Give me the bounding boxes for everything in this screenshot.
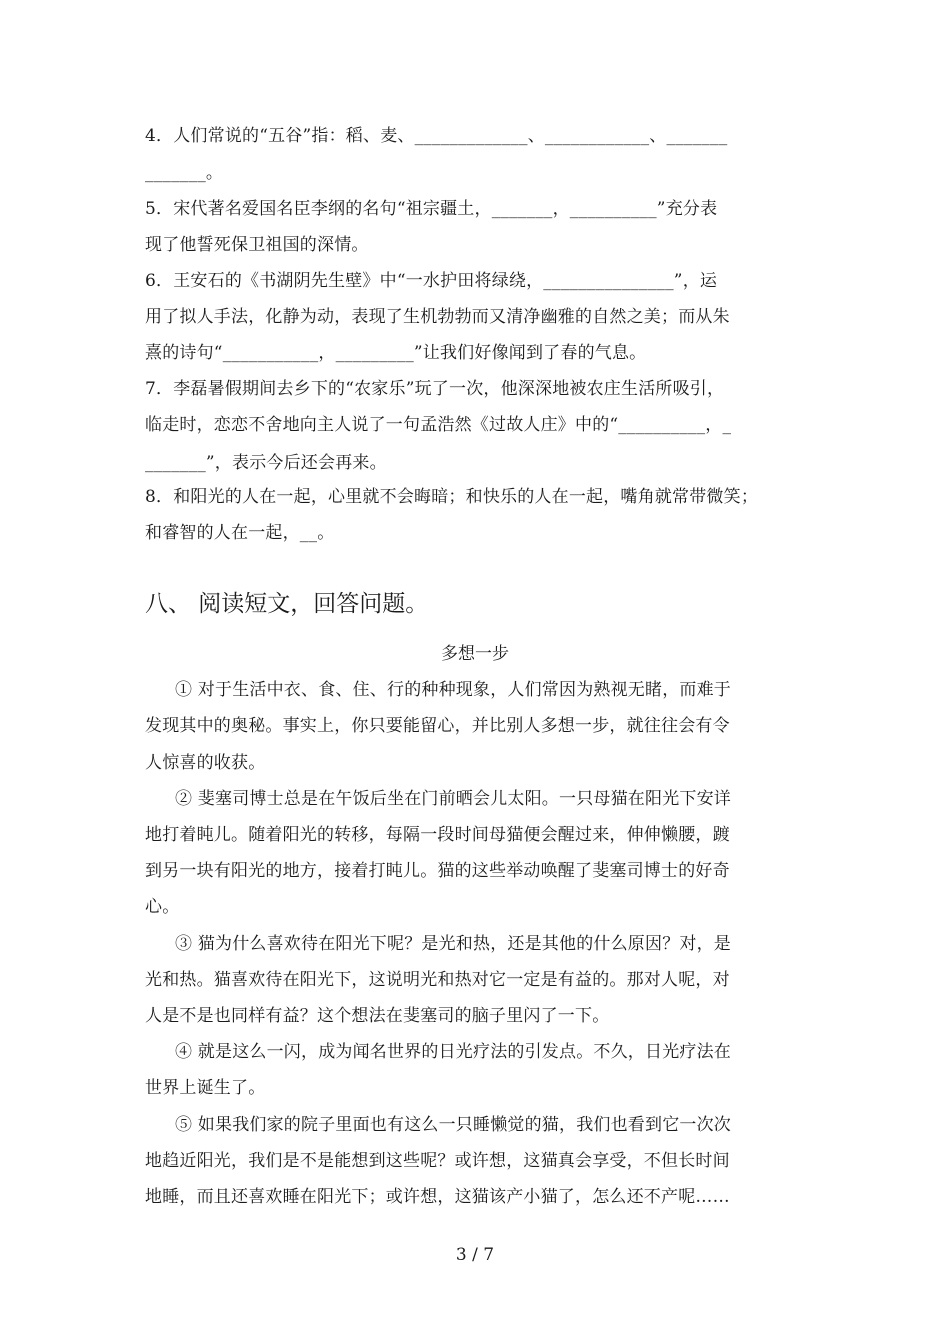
section-heading: 八、 阅读短文，回答问题。 — [145, 591, 429, 617]
question-6-line-3: 熹的诗句“___________，_________”让我们好像闻到了春的气息。 — [145, 343, 647, 363]
article-title: 多想一步 — [441, 644, 509, 664]
question-4-line-1: 4．人们常说的“五谷”指：稻、麦、_____________、____________、_______ — [145, 126, 728, 146]
question-5-line-1: 5．宋代著名爱国名臣李纲的名句“祖宗疆土，_______，__________”充分表 — [145, 199, 718, 219]
paragraph-5-line-2: 地趋近阳光，我们是不是能想到这些呢？或许想，这猫真会享受，不但长时间 — [145, 1151, 730, 1171]
paragraph-3-line-3: 人是不是也同样有益？这个想法在斐塞司的脑子里闪了一下。 — [145, 1006, 610, 1026]
question-7-line-3: _______”，表示今后还会再来。 — [145, 453, 387, 473]
paragraph-2-line-2: 地打着盹儿。随着阳光的转移，每隔一段时间母猫便会醒过来，伸伸懒腰，踱 — [145, 825, 730, 845]
question-8-line-2: 和睿智的人在一起，__。 — [145, 523, 335, 543]
question-4-line-2: _______。 — [145, 163, 224, 183]
paragraph-4-line-2: 世界上诞生了。 — [145, 1078, 266, 1098]
paragraph-1-line-3: 人惊喜的收获。 — [145, 753, 266, 773]
question-8-line-1: 8．和阳光的人在一起，心里就不会晦暗；和快乐的人在一起，嘴角就常带微笑； — [145, 487, 759, 507]
question-7-line-2: 临走时，恋恋不舍地向主人说了一句孟浩然《过故人庄》中的“__________，_ — [145, 415, 732, 435]
paragraph-3-line-2: 光和热。猫喜欢待在阳光下，这说明光和热对它一定是有益的。那对人呢，对 — [145, 970, 730, 990]
question-6-line-2: 用了拟人手法，化静为动，表现了生机勃勃而又清净幽雅的自然之美；而从朱 — [145, 307, 730, 327]
question-7-line-1: 7．李磊暑假期间去乡下的“农家乐”玩了一次，他深深地被农庄生活所吸引， — [145, 379, 725, 399]
paragraph-5-line-3: 地睡，而且还喜欢睡在阳光下；或许想，这猫该产小猫了，怎么还不产呢…… — [145, 1187, 730, 1207]
question-6-line-1: 6．王安石的《书湖阴先生壁》中“一水护田将绿绕，_______________”，运 — [145, 271, 718, 291]
paragraph-2-line-4: 心。 — [145, 897, 180, 917]
paragraph-1-line-1: ① 对于生活中衣、食、住、行的种种现象，人们常因为熟视无睹，而难于 — [175, 680, 732, 700]
paragraph-3-line-1: ③ 猫为什么喜欢待在阳光下呢？是光和热，还是其他的什么原因？对，是 — [175, 934, 732, 954]
paragraph-2-line-3: 到另一块有阳光的地方，接着打盹儿。猫的这些举动唤醒了斐塞司博士的好奇 — [145, 861, 730, 881]
paragraph-2-line-1: ② 斐塞司博士总是在午饭后坐在门前晒会儿太阳。一只母猫在阳光下安详 — [175, 789, 732, 809]
question-5-line-2: 现了他誓死保卫祖国的深情。 — [145, 235, 369, 255]
page-number: 3 / 7 — [455, 1245, 495, 1265]
paragraph-4-line-1: ④ 就是这么一闪，成为闻名世界的日光疗法的引发点。不久，日光疗法在 — [175, 1042, 732, 1062]
paragraph-5-line-1: ⑤ 如果我们家的院子里面也有这么一只睡懒觉的猫，我们也看到它一次次 — [175, 1115, 732, 1135]
paragraph-1-line-2: 发现其中的奥秘。事实上，你只要能留心，并比别人多想一步，就往往会有令 — [145, 716, 730, 736]
